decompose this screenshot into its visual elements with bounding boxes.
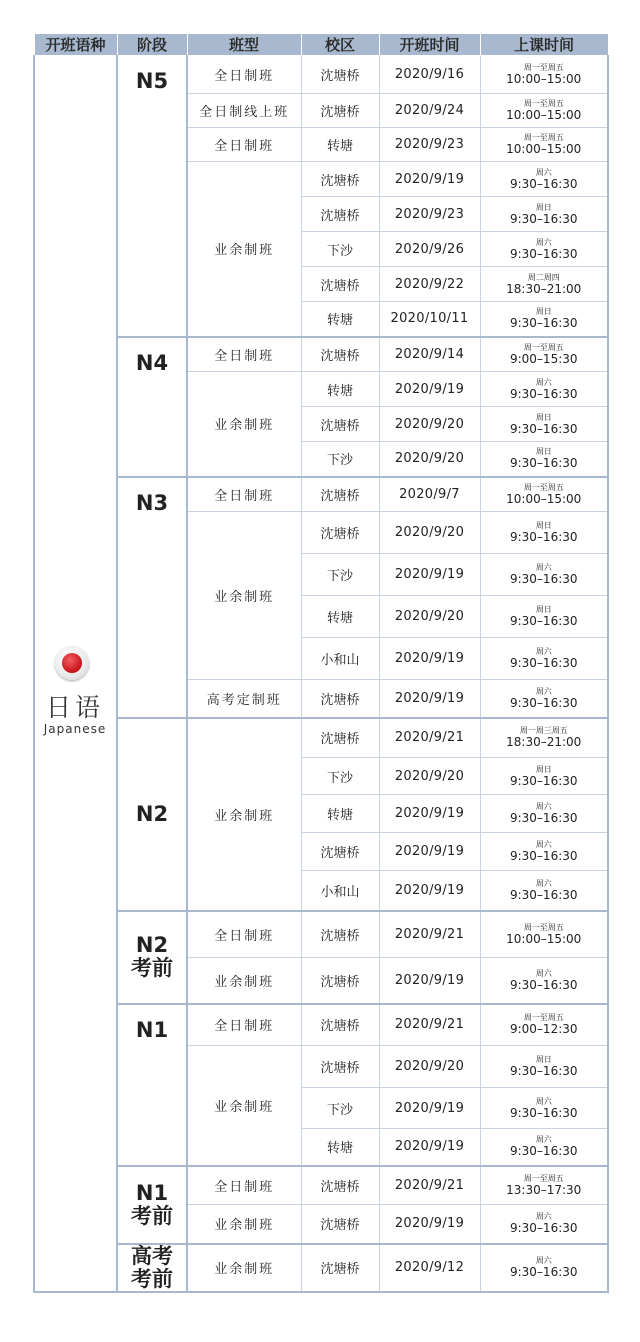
- class-hours: 9:30–16:30: [509, 656, 578, 670]
- start-date-cell: 2020/9/23: [379, 197, 480, 232]
- start-date-cell: 2020/9/20: [379, 442, 480, 477]
- header-language: 开班语种: [34, 34, 117, 56]
- class-days: 周一周三周五: [519, 726, 568, 736]
- class-hours: 10:00–15:00: [506, 931, 582, 946]
- stage-label: N1 考前: [131, 1180, 173, 1228]
- class-time-cell: [480, 512, 608, 554]
- class-type-cell: 业余制班: [187, 1046, 301, 1166]
- class-time-cell: [480, 680, 608, 718]
- campus-cell: 沈塘桥: [301, 94, 379, 128]
- campus-cell: 小和山: [301, 638, 379, 680]
- start-date-cell: 2020/9/19: [379, 1205, 480, 1244]
- class-days: 周一至周五: [523, 63, 564, 72]
- start-date-cell: 2020/9/19: [379, 1129, 480, 1166]
- class-days: 周二周四: [527, 272, 560, 282]
- class-time-cell: [480, 1244, 608, 1292]
- class-days: 周一至周五: [523, 342, 564, 352]
- class-type-cell: 高考定制班: [187, 680, 301, 718]
- stage-label: N5: [135, 69, 169, 93]
- class-time-cell: [480, 958, 608, 1004]
- stage-cell: [117, 718, 187, 911]
- class-days: 周一至周五: [523, 1013, 564, 1023]
- table-row: [34, 56, 608, 94]
- header-start-date: 开班时间: [379, 34, 480, 56]
- class-time-cell: [480, 795, 608, 833]
- campus-cell: 下沙: [301, 554, 379, 596]
- start-date-cell: 2020/9/19: [379, 372, 480, 407]
- campus-cell: 下沙: [301, 232, 379, 267]
- class-time-cell: [480, 442, 608, 477]
- class-days: 周六: [535, 237, 552, 247]
- table-row: [34, 1244, 608, 1292]
- start-date-cell: 2020/9/20: [379, 407, 480, 442]
- start-date-cell: 2020/9/21: [379, 718, 480, 758]
- class-days: 周六: [535, 1256, 552, 1265]
- start-date-cell: 2020/9/20: [379, 512, 480, 554]
- class-time-cell: [480, 554, 608, 596]
- class-time-cell: [480, 197, 608, 232]
- class-hours: 9:30–16:30: [509, 176, 578, 191]
- class-hours: 9:30–16:30: [509, 773, 578, 788]
- campus-cell: 沈塘桥: [301, 407, 379, 442]
- class-time-cell: [480, 596, 608, 638]
- class-time-cell: [480, 232, 608, 267]
- campus-cell: 沈塘桥: [301, 718, 379, 758]
- class-hours: 9:00–12:30: [509, 1022, 578, 1037]
- header-class-type: 班型: [187, 34, 301, 56]
- class-days: 周日: [535, 202, 552, 212]
- class-hours: 10:00–15:00: [506, 142, 582, 156]
- class-days: 周六: [535, 647, 552, 656]
- table-row: [34, 911, 608, 958]
- language-name-en: Japanese: [43, 722, 107, 736]
- campus-cell: 沈塘桥: [301, 477, 379, 512]
- class-hours: 9:00–15:30: [509, 351, 578, 366]
- class-time-cell: [480, 407, 608, 442]
- class-time-cell: [480, 911, 608, 958]
- language-name: 日语: [45, 693, 104, 722]
- campus-cell: 沈塘桥: [301, 56, 379, 94]
- start-date-cell: 2020/10/11: [379, 302, 480, 337]
- class-time-cell: [480, 56, 608, 94]
- class-hours: 9:30–16:30: [509, 211, 578, 226]
- class-days: 周六: [535, 167, 552, 177]
- class-time-cell: [480, 1046, 608, 1088]
- class-type-cell: 全日制线上班: [187, 94, 301, 128]
- campus-cell: 转塘: [301, 596, 379, 638]
- campus-cell: 沈塘桥: [301, 911, 379, 958]
- stage-label: N4: [135, 350, 169, 375]
- header-campus: 校区: [301, 34, 379, 56]
- start-date-cell: 2020/9/23: [379, 128, 480, 162]
- class-days: 周日: [535, 521, 552, 530]
- class-days: 周日: [535, 764, 552, 774]
- class-type-cell: 全日制班: [187, 477, 301, 512]
- campus-cell: 沈塘桥: [301, 1046, 379, 1088]
- campus-cell: 沈塘桥: [301, 1244, 379, 1292]
- table-row: [34, 1166, 608, 1205]
- class-hours: 9:30–16:30: [509, 421, 578, 436]
- class-time-cell: [480, 871, 608, 911]
- class-type-cell: 业余制班: [187, 958, 301, 1004]
- class-days: 周六: [535, 878, 552, 888]
- start-date-cell: 2020/9/22: [379, 267, 480, 302]
- stage-cell: [117, 477, 187, 718]
- campus-cell: 沈塘桥: [301, 833, 379, 871]
- start-date-cell: 2020/9/19: [379, 638, 480, 680]
- table-row: [34, 477, 608, 512]
- class-days: 周日: [535, 307, 552, 317]
- campus-cell: 小和山: [301, 871, 379, 911]
- stage-label: N1: [135, 1017, 169, 1042]
- stage-label: 高考 考前: [131, 1243, 173, 1291]
- class-days: 周六: [535, 1212, 552, 1222]
- class-days: 周一至周五: [523, 922, 564, 932]
- start-date-cell: 2020/9/21: [379, 911, 480, 958]
- class-type-cell: 全日制班: [187, 1004, 301, 1046]
- class-days: 周六: [535, 1135, 552, 1145]
- start-date-cell: 2020/9/20: [379, 596, 480, 638]
- campus-cell: 下沙: [301, 758, 379, 795]
- class-type-cell: 业余制班: [187, 718, 301, 911]
- campus-cell: 沈塘桥: [301, 958, 379, 1004]
- header-class-time: 上课时间: [480, 34, 608, 56]
- class-time-cell: [480, 337, 608, 372]
- class-time-cell: [480, 372, 608, 407]
- class-days: 周一至周五: [523, 1173, 564, 1183]
- start-date-cell: 2020/9/19: [379, 162, 480, 197]
- campus-cell: 沈塘桥: [301, 512, 379, 554]
- class-days: 周六: [535, 840, 552, 849]
- header-stage: 阶段: [117, 34, 187, 56]
- class-hours: 9:30–16:30: [509, 1064, 578, 1078]
- start-date-cell: 2020/9/21: [379, 1166, 480, 1205]
- class-time-cell: [480, 267, 608, 302]
- campus-cell: 沈塘桥: [301, 1166, 379, 1205]
- campus-cell: 沈塘桥: [301, 162, 379, 197]
- stage-cell: [117, 337, 187, 477]
- class-hours: 10:00–15:00: [506, 491, 582, 506]
- class-days: 周日: [535, 1055, 552, 1064]
- campus-cell: 下沙: [301, 1088, 379, 1129]
- class-days: 周日: [535, 447, 552, 457]
- class-time-cell: [480, 162, 608, 197]
- start-date-cell: 2020/9/14: [379, 337, 480, 372]
- class-time-cell: [480, 833, 608, 871]
- class-time-cell: [480, 94, 608, 128]
- stage-cell: [117, 911, 187, 1004]
- start-date-cell: 2020/9/16: [379, 56, 480, 94]
- campus-cell: 转塘: [301, 302, 379, 337]
- start-date-cell: 2020/9/12: [379, 1244, 480, 1292]
- start-date-cell: 2020/9/21: [379, 1004, 480, 1046]
- class-type-cell: 业余制班: [187, 1244, 301, 1292]
- campus-cell: 转塘: [301, 795, 379, 833]
- schedule-table: [33, 33, 609, 1293]
- class-days: 周六: [535, 563, 552, 572]
- class-type-cell: 业余制班: [187, 162, 301, 337]
- start-date-cell: 2020/9/19: [379, 1088, 480, 1129]
- class-hours: 9:30–16:30: [509, 1105, 578, 1120]
- class-hours: 10:00–15:00: [506, 108, 582, 122]
- stage-label: N3: [135, 490, 169, 515]
- class-time-cell: [480, 1004, 608, 1046]
- class-days: 周六: [535, 1096, 552, 1106]
- class-time-cell: [480, 1129, 608, 1166]
- class-hours: 18:30–21:00: [506, 735, 582, 750]
- campus-cell: 沈塘桥: [301, 197, 379, 232]
- class-type-cell: 业余制班: [187, 372, 301, 477]
- class-time-cell: [480, 1205, 608, 1244]
- header-row: [34, 34, 608, 56]
- class-time-cell: [480, 718, 608, 758]
- class-type-cell: 业余制班: [187, 512, 301, 680]
- class-time-cell: [480, 1088, 608, 1129]
- campus-cell: 下沙: [301, 442, 379, 477]
- campus-cell: 沈塘桥: [301, 680, 379, 718]
- language-cell: [34, 56, 117, 1292]
- class-time-cell: [480, 758, 608, 795]
- class-type-cell: 全日制班: [187, 56, 301, 94]
- class-time-cell: [480, 638, 608, 680]
- japan-flag-icon: [55, 646, 89, 680]
- campus-cell: 沈塘桥: [301, 267, 379, 302]
- class-time-cell: [480, 477, 608, 512]
- table-row: [34, 337, 608, 372]
- start-date-cell: 2020/9/19: [379, 554, 480, 596]
- class-hours: 9:30–16:30: [509, 246, 578, 261]
- class-hours: 9:30–16:30: [509, 456, 578, 471]
- class-days: 周日: [535, 412, 552, 422]
- class-days: 周六: [535, 802, 552, 811]
- campus-cell: 转塘: [301, 1129, 379, 1166]
- class-hours: 9:30–16:30: [509, 695, 578, 710]
- start-date-cell: 2020/9/19: [379, 680, 480, 718]
- class-time-cell: [480, 302, 608, 337]
- stage-label: N2: [135, 801, 169, 826]
- campus-cell: 沈塘桥: [301, 1205, 379, 1244]
- class-type-cell: 全日制班: [187, 1166, 301, 1205]
- table-row: [34, 1004, 608, 1046]
- start-date-cell: 2020/9/20: [379, 1046, 480, 1088]
- start-date-cell: 2020/9/24: [379, 94, 480, 128]
- class-days: 周一至周五: [523, 482, 564, 492]
- class-hours: 9:30–16:30: [509, 316, 578, 331]
- class-hours: 9:30–16:30: [509, 386, 578, 401]
- campus-cell: 转塘: [301, 372, 379, 407]
- campus-cell: 沈塘桥: [301, 337, 379, 372]
- class-days: 周六: [535, 686, 552, 696]
- class-hours: 9:30–16:30: [509, 614, 578, 628]
- class-type-cell: 业余制班: [187, 1205, 301, 1244]
- class-type-cell: 全日制班: [187, 911, 301, 958]
- class-hours: 9:30–16:30: [509, 1221, 578, 1236]
- class-days: 周一至周五: [523, 133, 564, 142]
- start-date-cell: 2020/9/26: [379, 232, 480, 267]
- start-date-cell: 2020/9/19: [379, 958, 480, 1004]
- class-hours: 9:30–16:30: [509, 1265, 578, 1279]
- class-type-cell: 全日制班: [187, 128, 301, 162]
- table-row: [34, 718, 608, 758]
- class-hours: 9:30–16:30: [509, 977, 578, 992]
- class-days: 周六: [535, 968, 552, 978]
- class-hours: 9:30–16:30: [509, 811, 578, 825]
- class-time-cell: [480, 128, 608, 162]
- class-hours: 10:00–15:00: [506, 72, 582, 86]
- stage-cell: [117, 1166, 187, 1244]
- stage-label: N2 考前: [131, 933, 173, 980]
- stage-cell: [117, 1004, 187, 1166]
- start-date-cell: 2020/9/19: [379, 871, 480, 911]
- class-time-cell: [480, 1166, 608, 1205]
- start-date-cell: 2020/9/19: [379, 795, 480, 833]
- class-hours: 9:30–16:30: [509, 1144, 578, 1159]
- start-date-cell: 2020/9/20: [379, 758, 480, 795]
- class-hours: 9:30–16:30: [509, 530, 578, 544]
- class-hours: 18:30–21:00: [506, 281, 582, 296]
- class-days: 周日: [535, 605, 552, 614]
- class-hours: 9:30–16:30: [509, 887, 578, 902]
- campus-cell: 沈塘桥: [301, 1004, 379, 1046]
- class-days: 周一至周五: [523, 99, 564, 108]
- start-date-cell: 2020/9/7: [379, 477, 480, 512]
- class-type-cell: 全日制班: [187, 337, 301, 372]
- campus-cell: 转塘: [301, 128, 379, 162]
- stage-cell: [117, 1244, 187, 1292]
- class-hours: 13:30–17:30: [506, 1182, 582, 1197]
- start-date-cell: 2020/9/19: [379, 833, 480, 871]
- class-days: 周六: [535, 377, 552, 387]
- class-hours: 9:30–16:30: [509, 572, 578, 586]
- class-hours: 9:30–16:30: [509, 849, 578, 863]
- stage-cell: [117, 56, 187, 337]
